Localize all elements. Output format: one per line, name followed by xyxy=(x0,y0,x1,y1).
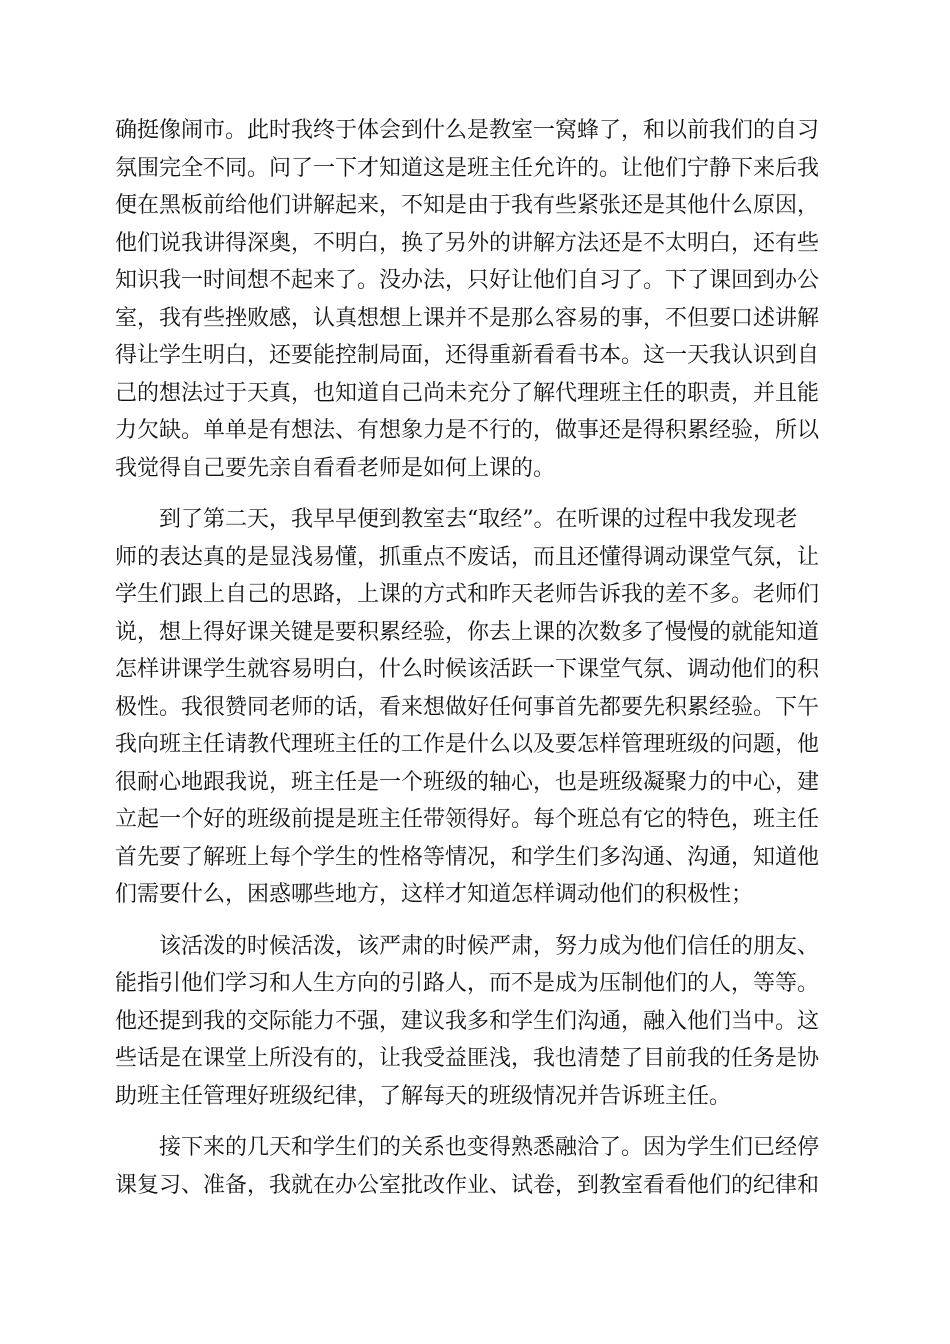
text-line: 知识我一时间想不起来了。没办法，只好让他们自习了。下了课回到办公 xyxy=(115,268,820,293)
paragraph-spacer xyxy=(115,1115,837,1129)
text-line: 能指引他们学习和人生方向的引路人，而不是成为压制他们的人，等等。 xyxy=(115,971,820,996)
text-line: 室，我有些挫败感，认真想想上课并不是那么容易的事，不但要口述讲解 xyxy=(115,305,820,331)
text-line: 极性。我很赞同老师的话，看来想做好任何事首先都要先积累经验。下午 xyxy=(115,694,820,720)
paragraph-4 xyxy=(115,1129,837,1204)
text-line: 说，想上得好课关键是要积累经验，你去上课的次数多了慢慢的就能知道 xyxy=(115,619,820,645)
paragraph-spacer xyxy=(115,914,837,928)
text-line: 力欠缺。单单是有想法、有想象力是不行的，做事还是得积累经验，所以 xyxy=(115,418,820,443)
text-line: 得让学生明白，还要能控制局面，还得重新看看书本。这一天我认识到自 xyxy=(115,343,820,368)
text-line: 氛围完全不同。问了一下才知道这是班主任允许的。让他们宁静下来后我 xyxy=(115,155,820,181)
text-line: 该活泼的时候活泼，该严肃的时候严肃，努力成为他们信任的朋友、 xyxy=(115,933,820,959)
paragraph-2 xyxy=(115,501,837,914)
text-line: 助班主任管理好班级纪律，了解每天的班级情况并告诉班主任。 xyxy=(115,1083,732,1109)
text-line: 便在黑板前给他们讲解起来，不知是由于我有些紧张还是其他什么原因， xyxy=(115,193,820,218)
text-line: 他还提到我的交际能力不强，建议我多和学生们沟通，融入他们当中。这 xyxy=(115,1008,820,1034)
text-line: 很耐心地跟我说，班主任是一个班级的轴心，也是班级凝聚力的中心，建 xyxy=(115,769,820,795)
text-line: 立起一个好的班级前提是班主任带领得好。每个班总有它的特色，班主任 xyxy=(115,807,820,832)
text-line: 课复习、准备，我就在办公室批改作业、试卷，到教室看看他们的纪律和 xyxy=(115,1172,820,1198)
paragraph-1 xyxy=(115,112,837,487)
text-line: 我向班主任请教代理班主任的工作是什么以及要怎样管理班级的问题，他 xyxy=(115,732,820,757)
text-line: 首先要了解班上每个学生的性格等情况，和学生们多沟通、沟通，知道他 xyxy=(115,844,820,870)
text-line: 们需要什么，困惑哪些地方，这样才知道怎样调动他们的积极性； xyxy=(115,882,754,907)
document-body xyxy=(115,112,837,1204)
text-line: 己的想法过于天真，也知道自己尚未充分了解代理班主任的职责，并且能 xyxy=(115,380,820,406)
text-line: 到了第二天，我早早便到教室去“取经”。在听课的过程中我发现老 xyxy=(115,507,798,532)
text-line: 确挺像闹市。此时我终于体会到什么是教室一窝蜂了，和以前我们的自习 xyxy=(115,118,820,143)
text-line: 师的表达真的是显浅易懂，抓重点不废话，而且还懂得调动课堂气氛，让 xyxy=(115,544,820,570)
text-line: 怎样讲课学生就容易明白，什么时候该活跃一下课堂气氛、调动他们的积 xyxy=(115,657,820,682)
paragraph-spacer xyxy=(115,487,837,501)
paragraph-3 xyxy=(115,928,837,1116)
text-line: 学生们跟上自己的思路，上课的方式和昨天老师告诉我的差不多。老师们 xyxy=(115,582,820,607)
text-line: 我觉得自己要先亲自看看老师是如何上课的。 xyxy=(115,455,556,481)
text-line: 些话是在课堂上所没有的，让我受益匪浅，我也清楚了目前我的任务是协 xyxy=(115,1046,820,1071)
text-line: 他们说我讲得深奥，不明白，换了另外的讲解方法还是不太明白，还有些 xyxy=(115,230,820,256)
text-line: 接下来的几天和学生们的关系也变得熟悉融洽了。因为学生们已经停 xyxy=(115,1135,820,1160)
